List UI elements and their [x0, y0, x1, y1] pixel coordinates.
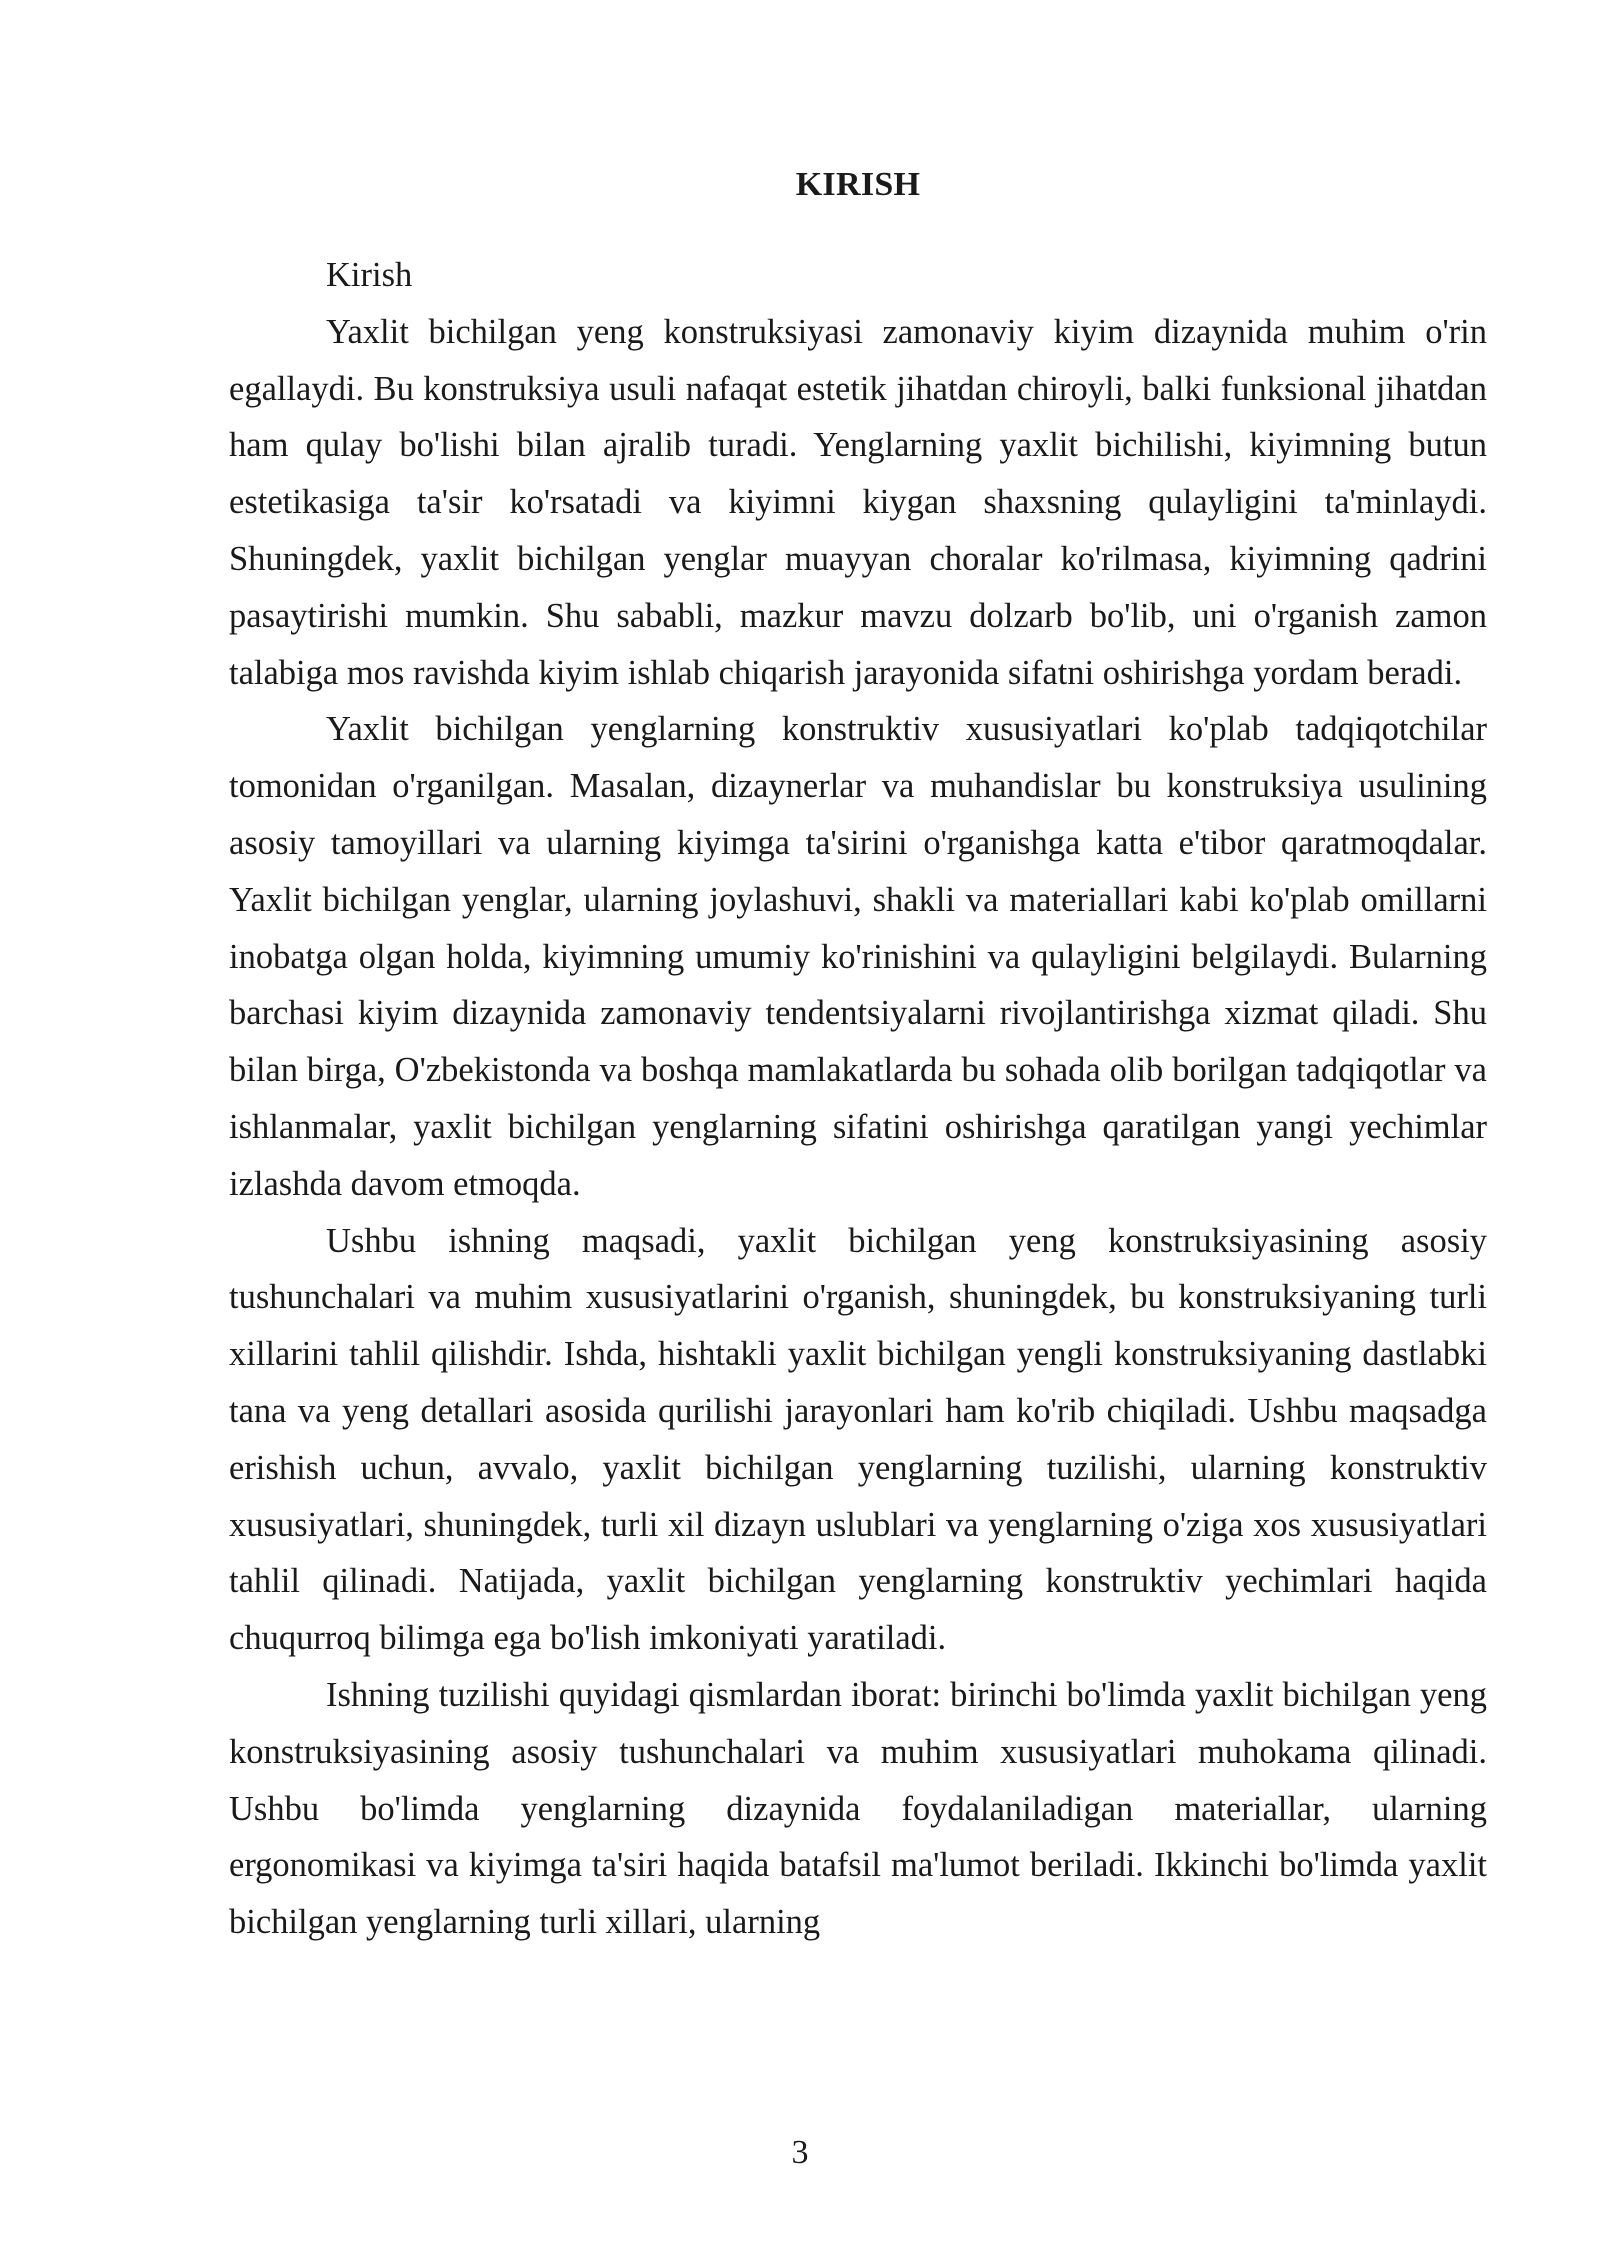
section-subheading: Kirish [326, 256, 413, 294]
paragraph-1: Yaxlit bichilgan yeng konstruksiyasi zamonaviy kiyim dizaynida muhim o'rin egallaydi. Bu konstruksiya usuli nafaqat estetik jihatdan chiroyli, balki funksional jihatdan ham qulay bo'lishi bilan ajralib turadi. Yenglarning yaxlit bichilishi, kiyimning butun estetikasiga ta'sir ko'rsatadi va kiyimni kiygan shaxsning qulayligini ta'minlaydi. Shuningdek, yaxlit bichilgan yenglar muayyan choralar ko'rilmasa, kiyimning qadrini pasaytirishi mumkin. Shu sababli, mazkur mavzu dolzarb bo'lib, uni o'rganish zamon talabiga mos ravishda kiyim ishlab chiqarish jarayonida sifatni oshirishga yordam beradi. [229, 312, 1487, 692]
page-title: KIRISH [795, 166, 921, 203]
paragraph-4: Ishning tuzilishi quyidagi qismlardan iborat: birinchi bo'limda yaxlit bichilgan yeng konstruksiyasining asosiy tushunchalari va muhim xususiyatlari muhokama qilinadi. Ushbu bo'limda yenglarning dizaynida foydalaniladigan materiallar, ularning ergonomikasi va kiyimga ta'siri haqida batafsil ma'lumot beriladi. Ikkinchi bo'limda yaxlit bichilgan yenglarning turli xillari, ularning [229, 1675, 1487, 1942]
page-number: 3 [791, 2134, 809, 2171]
paragraph-3: Ushbu ishning maqsadi, yaxlit bichilgan yeng konstruksiyasining asosiy tushunchalari va muhim xususiyatlarini o'rganish, shuningdek, bu konstruksiyaning turli xillarini tahlil qilishdir. Ishda, hishtakli yaxlit bichilgan yengli konstruksiyaning dastlabki tana va yeng detallari asosida qurilishi jarayonlari ham ko'rib chiqiladi. Ushbu maqsadga erishish uchun, avvalo, yaxlit bichilgan yenglarning tuzilishi, ularning konstruktiv xususiyatlari, shuningdek, turli xil dizayn uslublari va yenglarning o'ziga xos xususiyatlari tahlil qilinadi. Natijada, yaxlit bichilgan yenglarning konstruktiv yechimlari haqida chuqurroq bilimga ega bo'lish imkoniyati yaratiladi. [229, 1221, 1487, 1658]
body-text [229, 247, 1487, 1951]
paragraph-2: Yaxlit bichilgan yenglarning konstruktiv xususiyatlari ko'plab tadqiqotchilar tomonidan o'rganilgan. Masalan, dizaynerlar va muhandislar bu konstruksiya usulining asosiy tamoyillari va ularning kiyimga ta'sirini o'rganishga katta e'tibor qaratmoqdalar. Yaxlit bichilgan yenglar, ularning joylashuvi, shakli va materiallari kabi ko'plab omillarni inobatga olgan holda, kiyimning umumiy ko'rinishini va qulayligini belgilaydi. Bularning barchasi kiyim dizaynida zamonaviy tendentsiyalarni rivojlantirishga xizmat qiladi. Shu bilan birga, O'zbekistonda va boshqa mamlakatlarda bu sohada olib borilgan tadqiqotlar va ishlanmalar, yaxlit bichilgan yenglarning sifatini oshirishga qaratilgan yangi yechimlar izlashda davom etmoqda. [229, 710, 1487, 1203]
